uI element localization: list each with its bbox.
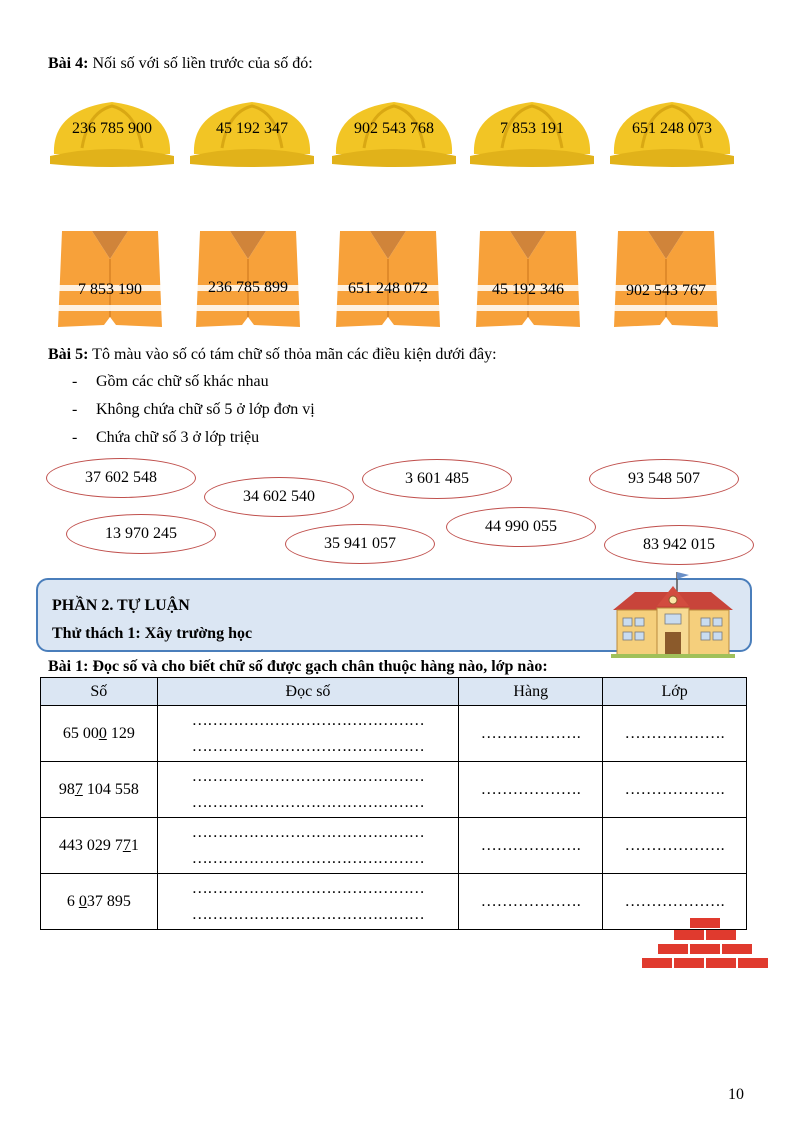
dotted-line: ……………………………………… bbox=[191, 849, 425, 867]
reading-cell[interactable] bbox=[157, 706, 459, 762]
helmet-number: 651 248 073 bbox=[632, 120, 712, 137]
table-row bbox=[41, 706, 747, 762]
number-part: 98 bbox=[58, 780, 75, 798]
lop-cell[interactable] bbox=[603, 706, 747, 762]
vest-number: 902 543 767 bbox=[626, 282, 706, 299]
dotted-line: ………………. bbox=[624, 892, 725, 910]
condition-item bbox=[72, 373, 269, 391]
condition-text: Gồm các chữ số khác nhau bbox=[96, 373, 269, 390]
vest-number: 236 785 899 bbox=[208, 279, 288, 296]
vest-2[interactable] bbox=[192, 229, 304, 329]
number-part: 37 895 bbox=[86, 892, 131, 910]
condition-item bbox=[72, 429, 259, 447]
vest-number: 651 248 072 bbox=[348, 280, 428, 297]
number-cell bbox=[41, 874, 158, 930]
header-hang: Hàng bbox=[459, 678, 603, 706]
vest-icon bbox=[54, 229, 166, 329]
helmet-number: 45 192 347 bbox=[216, 120, 288, 137]
bai5-text: Tô màu vào số có tám chữ số thỏa mãn các điều kiện dưới đây: bbox=[88, 346, 497, 363]
dotted-line: ……………………………………… bbox=[191, 879, 425, 897]
dotted-line: ……………………………………… bbox=[191, 905, 425, 923]
header-doc-so: Đọc số bbox=[157, 678, 459, 706]
vest-icon bbox=[610, 229, 722, 329]
bai5-heading bbox=[48, 346, 497, 364]
part2-title: PHẦN 2. TỰ LUẬN bbox=[52, 597, 190, 614]
bai4-text: Nối số với số liền trước của số đó: bbox=[88, 55, 313, 72]
bullet-dash: - bbox=[72, 401, 78, 418]
brick-stack-icon bbox=[642, 916, 770, 970]
bullet-dash: - bbox=[72, 373, 78, 390]
lop-cell[interactable] bbox=[603, 762, 747, 818]
vest-icon bbox=[472, 229, 584, 329]
number-part: 1 bbox=[130, 836, 139, 854]
challenge-title: Thử thách 1: Xây trường học bbox=[52, 625, 253, 642]
number-ellipse[interactable]: 34 602 540 bbox=[204, 477, 354, 517]
hang-cell[interactable] bbox=[459, 818, 603, 874]
dotted-line: ………………. bbox=[480, 892, 581, 910]
dotted-line: ……………………………………… bbox=[191, 737, 425, 755]
condition-text: Không chứa chữ số 5 ở lớp đơn vị bbox=[96, 401, 315, 418]
reading-cell[interactable] bbox=[157, 818, 459, 874]
number-cell bbox=[41, 762, 158, 818]
hang-cell[interactable] bbox=[459, 762, 603, 818]
helmet-2[interactable] bbox=[188, 92, 316, 172]
page-number: 10 bbox=[728, 1086, 744, 1103]
helmet-number: 236 785 900 bbox=[72, 120, 152, 137]
table-header-row bbox=[41, 678, 747, 706]
helmet-number: 7 853 191 bbox=[500, 120, 564, 137]
number-part: 104 558 bbox=[82, 780, 139, 798]
header-so: Số bbox=[41, 678, 158, 706]
bai5-label: Bài 5: bbox=[48, 346, 89, 363]
bai4-label: Bài 4: bbox=[48, 55, 89, 72]
hang-cell[interactable] bbox=[459, 874, 603, 930]
bullet-dash: - bbox=[72, 429, 78, 446]
number-ellipse[interactable]: 13 970 245 bbox=[66, 514, 216, 554]
number-ellipse[interactable]: 83 942 015 bbox=[604, 525, 754, 565]
helmet-number: 902 543 768 bbox=[354, 120, 434, 137]
bai4-heading bbox=[48, 55, 313, 73]
number-part: 443 029 7 bbox=[58, 836, 123, 854]
reading-cell[interactable] bbox=[157, 874, 459, 930]
dotted-line: ……………………………………… bbox=[191, 767, 425, 785]
vest-4[interactable] bbox=[472, 229, 584, 329]
number-part: 129 bbox=[106, 724, 135, 742]
vest-1[interactable] bbox=[54, 229, 166, 329]
dotted-line: ………………. bbox=[480, 724, 581, 742]
underlined-digit: 0 bbox=[78, 892, 87, 910]
condition-item bbox=[72, 401, 315, 419]
dotted-line: ………………. bbox=[480, 836, 581, 854]
number-ellipse[interactable]: 3 601 485 bbox=[362, 459, 512, 499]
number-table bbox=[40, 677, 747, 930]
helmet-3[interactable] bbox=[330, 92, 458, 172]
underlined-digit: 0 bbox=[98, 724, 107, 742]
number-cell bbox=[41, 818, 158, 874]
vest-number: 45 192 346 bbox=[492, 281, 564, 298]
vest-number: 7 853 190 bbox=[78, 281, 142, 298]
vest-3[interactable] bbox=[332, 229, 444, 329]
dotted-line: ………………. bbox=[480, 780, 581, 798]
vest-5[interactable] bbox=[610, 229, 722, 329]
table-row bbox=[41, 762, 747, 818]
dotted-line: ……………………………………… bbox=[191, 823, 425, 841]
number-ellipse[interactable]: 44 990 055 bbox=[446, 507, 596, 547]
dotted-line: ………………. bbox=[624, 724, 725, 742]
dotted-line: ……………………………………… bbox=[191, 793, 425, 811]
number-ellipse[interactable]: 35 941 057 bbox=[285, 524, 435, 564]
dotted-line: ……………………………………… bbox=[191, 711, 425, 729]
number-ellipse[interactable]: 93 548 507 bbox=[589, 459, 739, 499]
underlined-digit: 7 bbox=[122, 836, 131, 854]
number-ellipse[interactable]: 37 602 548 bbox=[46, 458, 196, 498]
helmet-1[interactable] bbox=[48, 92, 176, 172]
condition-text: Chứa chữ số 3 ở lớp triệu bbox=[96, 429, 260, 446]
table-row bbox=[41, 874, 747, 930]
bai1-heading: Bài 1: Đọc số và cho biết chữ số được gạch chân thuộc hàng nào, lớp nào: bbox=[48, 658, 548, 675]
dotted-line: ………………. bbox=[624, 836, 725, 854]
vest-icon bbox=[332, 229, 444, 329]
reading-cell[interactable] bbox=[157, 762, 459, 818]
dotted-line: ………………. bbox=[624, 780, 725, 798]
number-part: 6 bbox=[66, 892, 79, 910]
number-part: 65 00 bbox=[62, 724, 99, 742]
helmet-4[interactable] bbox=[468, 92, 596, 172]
school-building-icon bbox=[605, 568, 741, 660]
table-row bbox=[41, 818, 747, 874]
header-lop: Lớp bbox=[603, 678, 747, 706]
underlined-digit: 7 bbox=[74, 780, 83, 798]
lop-cell[interactable] bbox=[603, 818, 747, 874]
number-cell bbox=[41, 706, 158, 762]
helmet-5[interactable] bbox=[608, 92, 736, 172]
hang-cell[interactable] bbox=[459, 706, 603, 762]
